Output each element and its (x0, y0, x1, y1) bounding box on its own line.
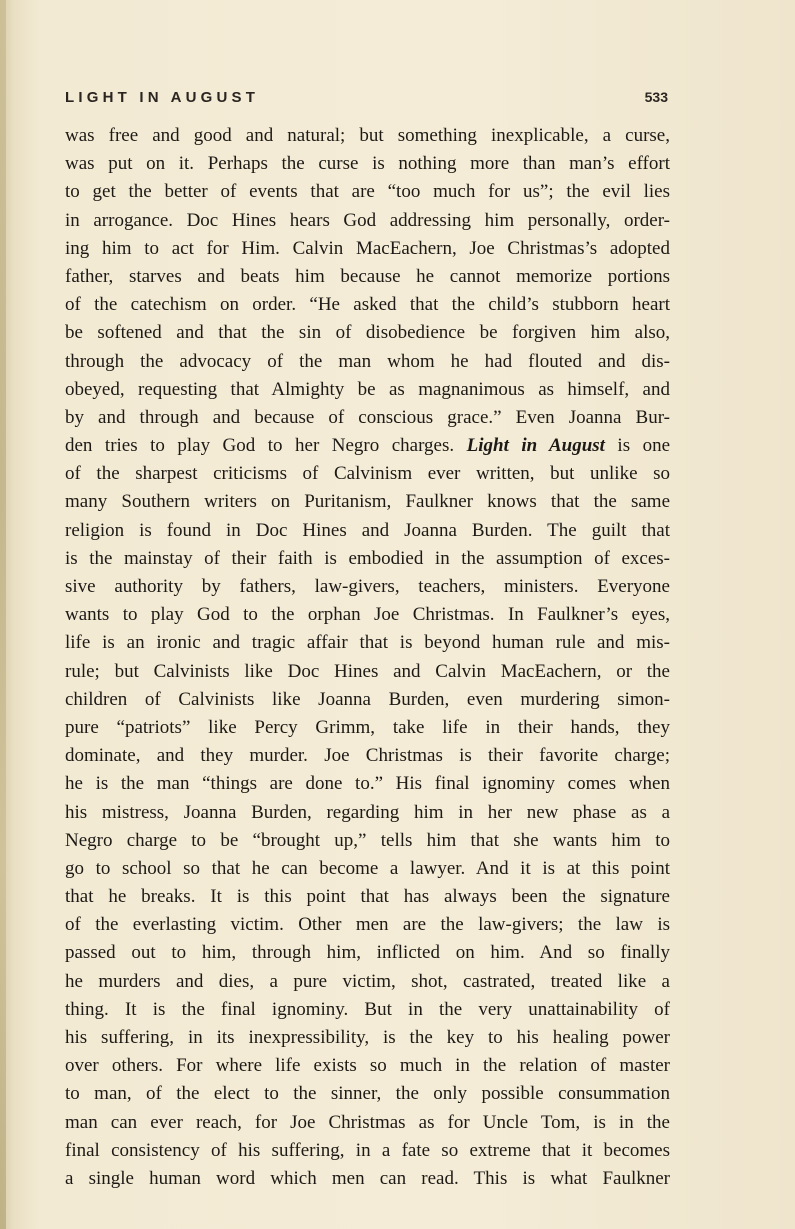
text-line: many Southern writers on Puritanism, Faulkner knows that the same (65, 491, 670, 513)
text-line: was free and good and natural; but something inexplicable, a curse, (65, 125, 670, 146)
text-line: rule; but Calvinists like Doc Hines and Calvin MacEachern, or the (65, 660, 670, 682)
text-line: ing him to act for Him. Calvin MacEachern, Joe Christmas’s adopted (65, 237, 670, 259)
text-line: passed out to him, through him, inflicted on him. And so finally (65, 942, 670, 964)
text-line: is the mainstay of their faith is embodied in the assumption of exces- (65, 547, 670, 569)
text-line: wants to play God to the orphan Joe Christmas. In Faulkner’s eyes, (65, 604, 670, 626)
text-line: go to school so that he can become a lawyer. And it is at this point (65, 857, 670, 879)
text-line: dominate, and they murder. Joe Christmas is their favorite charge; (65, 745, 670, 767)
text-line: over others. For where life exists so much in the relation of master (65, 1055, 670, 1077)
text-line: a single human word which men can read. This is what Faulkner (65, 1167, 670, 1189)
page-header (65, 89, 668, 113)
text-line: of the sharpest criticisms of Calvinism ever written, but unlike so (65, 463, 670, 485)
text-line: by and through and because of conscious grace.” Even Joanna Bur- (65, 406, 670, 428)
text-line: pure “patriots” like Percy Grimm, take life in their hands, they (65, 716, 670, 738)
text-line: in arrogance. Doc Hines hears God addressing him personally, order- (65, 209, 670, 231)
page-gutter-shadow (0, 0, 6, 1229)
book-title-italic: Light in August (466, 435, 605, 457)
text-line: to get the better of events that are “too much for us”; the evil lies (65, 181, 670, 203)
text-line-with-title (65, 432, 670, 460)
text-line: Negro charge to be “brought up,” tells him that she wants him to (65, 829, 670, 851)
line-text-before-title: den tries to play God to her Negro charges. (65, 435, 467, 457)
text-line: he is the man “things are done to.” His final ignominy comes when (65, 773, 670, 795)
text-line: be softened and that the sin of disobedience be forgiven him also, (65, 322, 670, 344)
text-line: life is an ironic and tragic affair that is beyond human rule and mis- (65, 632, 670, 654)
text-line: to man, of the elect to the sinner, the only possible consummation (65, 1083, 670, 1105)
text-line: of the catechism on order. “He asked that the child’s stubborn heart (65, 294, 670, 316)
text-line: obeyed, requesting that Almighty be as magnanimous as himself, and (65, 378, 670, 400)
text-line: final consistency of his suffering, in a fate so extreme that it becomes (65, 1139, 670, 1161)
text-line: he murders and dies, a pure victim, shot, castrated, treated like a (65, 970, 670, 992)
text-line: children of Calvinists like Joanna Burden, even murdering simon- (65, 688, 670, 710)
text-line: that he breaks. It is this point that has always been the signature (65, 886, 670, 908)
text-line: of the everlasting victim. Other men are the law-givers; the law is (65, 914, 670, 936)
text-line: was put on it. Perhaps the curse is nothing more than man’s effort (65, 153, 670, 175)
text-line: his suffering, in its inexpressibility, is the key to his healing power (65, 1027, 670, 1048)
text-line: his mistress, Joanna Burden, regarding him in her new phase as a (65, 801, 670, 823)
text-line: thing. It is the final ignominy. But in the very unattainability of (65, 998, 670, 1020)
text-line: man can ever reach, for Joe Christmas as for Uncle Tom, is in the (65, 1111, 670, 1133)
running-head: LIGHT IN AUGUST (65, 89, 260, 106)
text-line: sive authority by fathers, law-givers, teachers, ministers. Everyone (65, 576, 670, 597)
text-line: father, starves and beats him because he cannot memorize portions (65, 265, 670, 287)
text-line: religion is found in Doc Hines and Joanna Burden. The guilt that (65, 519, 670, 541)
page-number: 533 (644, 89, 668, 105)
line-text-after-title: is one (604, 435, 670, 457)
body-text (65, 122, 670, 1193)
text-line: through the advocacy of the man whom he had flouted and dis- (65, 350, 670, 372)
